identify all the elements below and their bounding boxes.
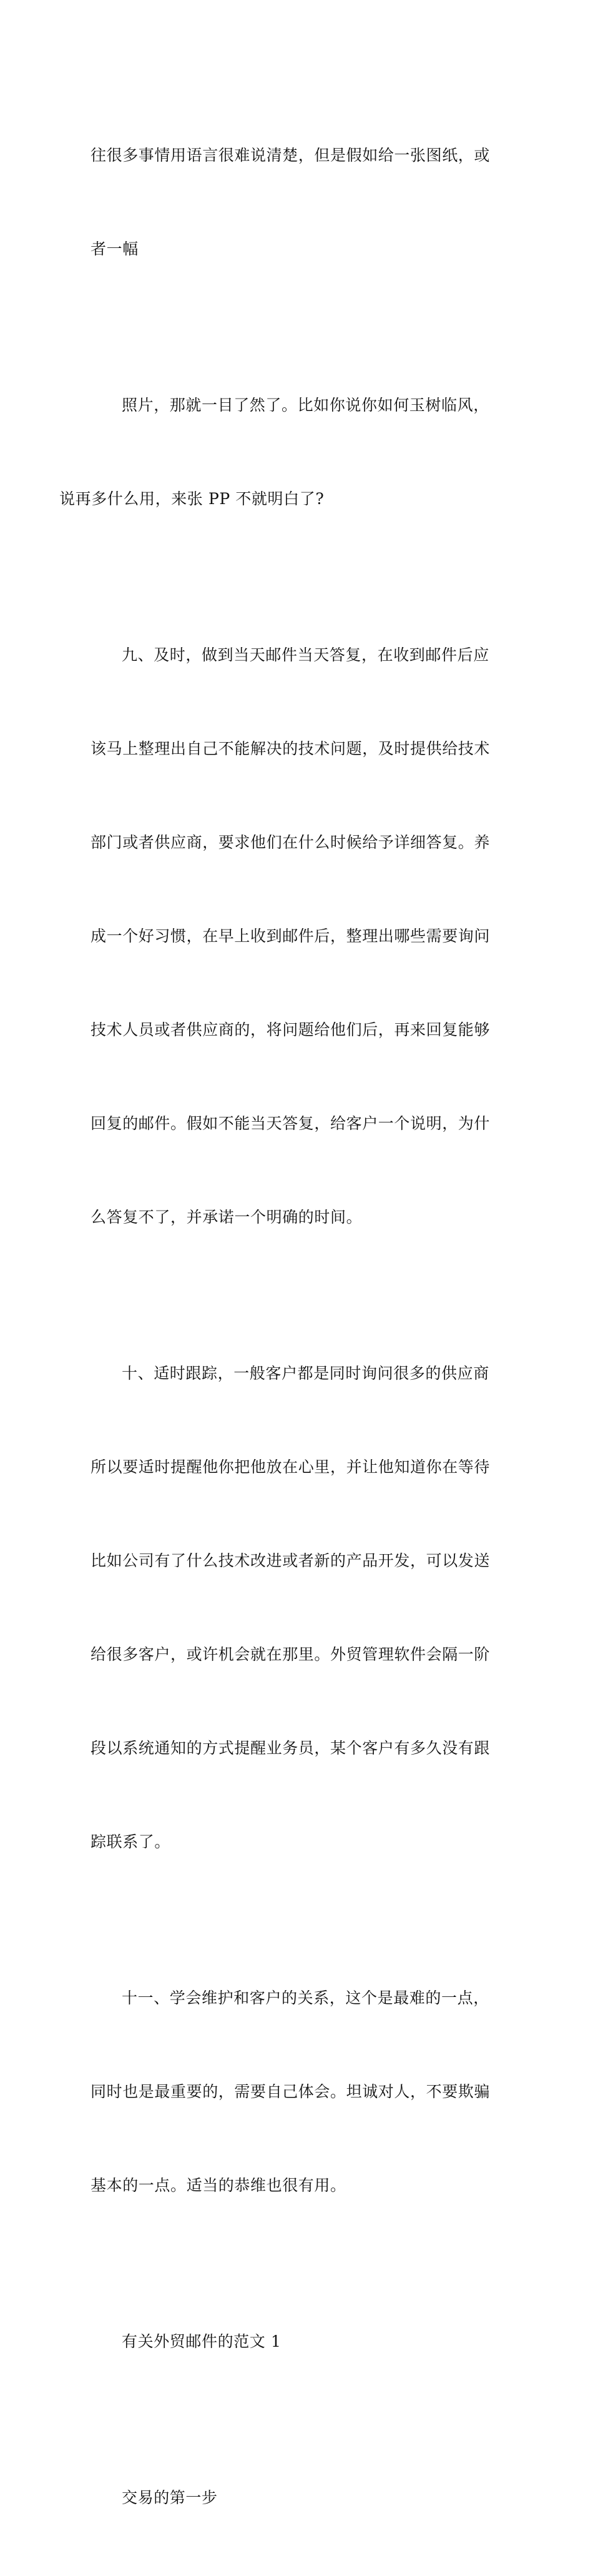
text-line: 照片，那就一目了然了。比如你说你如何玉树临风， [122,396,489,414]
text-line: 么答复不了，并承诺一个明确的时间。 [91,1208,363,1226]
text-line: 比如公司有了什么技术改进或者新的产品开发，可以发送 [91,1552,491,1570]
document-body [59,77,506,2576]
section-subheading [91,2420,506,2576]
text-line: 有关外贸邮件的范文 1 [122,2332,282,2351]
paragraph-1 [91,77,506,327]
paragraph-item-10 [91,1295,506,1920]
text-line: 技术人员或者供应商的，将问题给他们后，再来回复能够 [91,1021,491,1039]
text-line: 踪联系了。 [91,1833,171,1851]
text-line: 所以要适时提醒他你把他放在心里，并让他知道你在等待 [91,1458,491,1476]
text-line: 同时也是最重要的，需要自己体会。坦诚对人，不要欺骗 [91,2083,491,2101]
paragraph-item-11 [91,1920,506,2264]
text-line: 给很多客户，或许机会就在那里。外贸管理软件会隔一阶 [91,1645,491,1663]
text-line: 段以系统通知的方式提醒业务员，某个客户有多久没有跟 [91,1739,491,1757]
paragraph-2 [59,327,506,577]
text-line: 往很多事情用语言很难说清楚，但是假如给一张图纸，或 [91,146,491,164]
paragraph-item-9 [91,577,506,1295]
text-line: 成一个好习惯，在早上收到邮件后，整理出哪些需要询问 [91,927,491,945]
text-line: 部门或者供应商，要求他们在什么时候给予详细答复。养 [91,833,491,851]
text-line: 十一、学会维护和客户的关系，这个是最难的一点， [122,1989,489,2007]
text-line: 十、适时跟踪，一般客户都是同时询问很多的供应商 [122,1364,489,1382]
text-line: 交易的第一步 [122,2489,218,2507]
text-line: 者一幅 [91,240,139,258]
text-line: 回复的邮件。假如不能当天答复，给客户一个说明，为什 [91,1114,491,1132]
section-heading [91,2264,506,2420]
text-line: 说再多什么用，来张 PP 不就明白了? [59,490,325,508]
text-line: 九、及时，做到当天邮件当天答复，在收到邮件后应 [122,646,489,664]
text-line: 该马上整理出自己不能解决的技术问题，及时提供给技术 [91,740,491,758]
text-line: 基本的一点。适当的恭维也很有用。 [91,2176,346,2194]
